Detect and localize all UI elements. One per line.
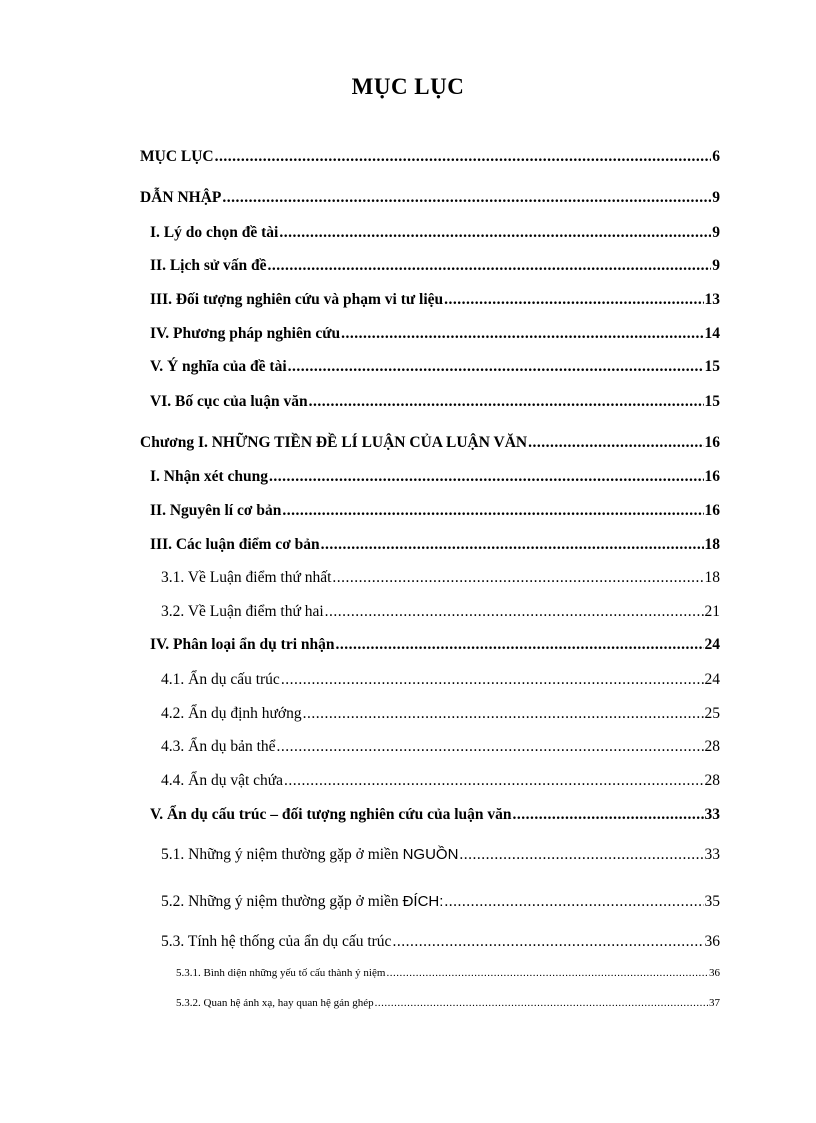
toc-entry-label bbox=[161, 846, 458, 864]
toc-entry-label-text: 5.2. Những ý niệm thường gặp ở miền bbox=[161, 893, 403, 910]
toc-entry-label: 4.2. Ẩn dụ định hướng bbox=[161, 705, 302, 722]
toc-entry-label: III. Các luận điểm cơ bản bbox=[150, 536, 320, 553]
toc-entry-label: 3.1. Về Luận điểm thứ nhất bbox=[161, 569, 332, 586]
toc-entry-label: VI. Bố cục của luận văn bbox=[150, 393, 308, 410]
toc-entry[interactable] bbox=[161, 846, 720, 864]
toc-entry-page: 28 bbox=[704, 772, 720, 789]
toc-entry[interactable] bbox=[150, 536, 720, 554]
toc-entry-page: 16 bbox=[704, 468, 720, 485]
toc-entry-label-keyword: ĐÍCH: bbox=[402, 893, 444, 910]
toc-entry-label: V. Ý nghĩa của đề tài bbox=[150, 358, 287, 375]
toc-leader-dots bbox=[386, 967, 708, 979]
toc-entry-page: 25 bbox=[704, 705, 720, 722]
toc-entry[interactable] bbox=[161, 569, 720, 587]
toc-entry-page: 36 bbox=[704, 933, 720, 950]
toc-entry-page: 9 bbox=[712, 189, 720, 206]
toc-entry[interactable] bbox=[140, 189, 720, 207]
toc-leader-dots bbox=[459, 846, 703, 864]
toc-entry[interactable] bbox=[176, 997, 720, 1009]
toc-entry-page: 33 bbox=[704, 806, 720, 823]
toc-leader-dots bbox=[444, 893, 703, 911]
toc-entry[interactable] bbox=[161, 772, 720, 790]
toc-leader-dots bbox=[215, 148, 712, 166]
toc-leader-dots bbox=[222, 189, 711, 207]
toc-leader-dots bbox=[268, 257, 712, 275]
toc-entry-label: 4.1. Ẩn dụ cấu trúc bbox=[161, 671, 280, 688]
toc-entry[interactable] bbox=[150, 468, 720, 486]
toc-leader-dots bbox=[332, 569, 703, 587]
toc-leader-dots bbox=[325, 603, 704, 621]
toc-entry-label: I. Nhận xét chung bbox=[150, 468, 268, 485]
toc-entry-label: 4.3. Ẩn dụ bản thể bbox=[161, 738, 276, 755]
toc-entry[interactable] bbox=[161, 603, 720, 621]
toc-leader-dots bbox=[279, 224, 711, 242]
toc-entry-label: MỤC LỤC bbox=[140, 148, 214, 165]
toc-entry-label-text: 5.1. Những ý niệm thường gặp ở miền bbox=[161, 846, 403, 863]
toc-entry-label bbox=[161, 893, 443, 911]
toc-entry[interactable] bbox=[150, 224, 720, 242]
toc-entry[interactable] bbox=[150, 636, 720, 654]
toc-entry[interactable] bbox=[150, 325, 720, 343]
toc-entry-label: III. Đối tượng nghiên cứu và phạm vi tư liệu bbox=[150, 291, 444, 308]
toc-leader-dots bbox=[309, 393, 704, 411]
toc-entry[interactable] bbox=[161, 671, 720, 689]
toc-entry[interactable] bbox=[150, 257, 720, 275]
toc-entry[interactable] bbox=[161, 738, 720, 756]
toc-entry-label: DẪN NHẬP bbox=[140, 189, 222, 206]
toc-entry-label: I. Lý do chọn đề tài bbox=[150, 224, 279, 241]
toc-entry-label: 3.2. Về Luận điểm thứ hai bbox=[161, 603, 324, 620]
toc-entry-page: 18 bbox=[704, 536, 720, 553]
toc-leader-dots bbox=[336, 636, 704, 654]
toc-entry-page: 15 bbox=[704, 393, 720, 410]
toc-leader-dots bbox=[392, 933, 703, 951]
toc-leader-dots bbox=[284, 772, 703, 790]
toc-entry-label: II. Nguyên lí cơ bản bbox=[150, 502, 282, 519]
toc-entry-page: 6 bbox=[712, 148, 720, 165]
toc-entry-page: 24 bbox=[704, 671, 720, 688]
toc-entry-page: 16 bbox=[704, 434, 720, 451]
toc-entry-page: 21 bbox=[704, 603, 720, 620]
toc-entry-label: IV. Phương pháp nghiên cứu bbox=[150, 325, 341, 342]
toc-entry-label: Chương I. NHỮNG TIỀN ĐỀ LÍ LUẬN CỦA LUẬN VĂN bbox=[140, 434, 528, 451]
toc-entry[interactable] bbox=[150, 502, 720, 520]
toc-entry[interactable] bbox=[161, 705, 720, 723]
toc-entry-page: 18 bbox=[704, 569, 720, 586]
toc-entry-page: 13 bbox=[704, 291, 720, 308]
toc-entry-page: 16 bbox=[704, 502, 720, 519]
toc-entry[interactable] bbox=[176, 967, 720, 979]
toc-leader-dots bbox=[288, 358, 704, 376]
toc-entry-page: 9 bbox=[712, 257, 720, 274]
toc-entry[interactable] bbox=[161, 933, 720, 951]
toc-entry-label: IV. Phân loại ẩn dụ tri nhận bbox=[150, 636, 335, 653]
toc-entry[interactable] bbox=[150, 291, 720, 309]
toc-entry-label: 4.4. Ẩn dụ vật chứa bbox=[161, 772, 284, 789]
toc-entry-page: 33 bbox=[704, 846, 720, 863]
toc-entry-page: 15 bbox=[704, 358, 720, 375]
toc-entry-label: 5.3.2. Quan hệ ánh xạ, hay quan hệ gán ghép bbox=[176, 997, 374, 1009]
toc-entry-label: 5.3.1. Bình diện những yếu tố cấu thành ý niệm bbox=[176, 967, 386, 979]
toc-entry[interactable] bbox=[150, 806, 720, 824]
toc-entry-label: V. Ẩn dụ cấu trúc – đối tượng nghiên cứu của luận văn bbox=[150, 806, 512, 823]
toc-entry[interactable] bbox=[161, 893, 720, 911]
toc-leader-dots bbox=[341, 325, 703, 343]
toc-entry[interactable] bbox=[140, 434, 720, 452]
toc-leader-dots bbox=[281, 671, 704, 689]
toc-leader-dots bbox=[513, 806, 704, 824]
toc-leader-dots bbox=[444, 291, 703, 309]
toc-entry-page: 37 bbox=[709, 997, 720, 1009]
toc-leader-dots bbox=[269, 468, 704, 486]
toc-entry-page: 28 bbox=[704, 738, 720, 755]
toc-entry-page: 24 bbox=[704, 636, 720, 653]
toc-leader-dots bbox=[375, 997, 708, 1009]
toc-entry-label-keyword: NGUỒN bbox=[402, 846, 459, 863]
toc-entry-label: 5.3. Tính hệ thống của ẩn dụ cấu trúc bbox=[161, 933, 392, 950]
toc-entry-page: 36 bbox=[709, 967, 720, 979]
toc-leader-dots bbox=[321, 536, 704, 554]
toc-entry-page: 9 bbox=[712, 224, 720, 241]
toc-entry[interactable] bbox=[150, 393, 720, 411]
toc-entry[interactable] bbox=[140, 148, 720, 166]
toc-leader-dots bbox=[282, 502, 703, 520]
toc-leader-dots bbox=[528, 434, 703, 452]
toc-entry-label: II. Lịch sử vấn đề bbox=[150, 257, 267, 274]
toc-entry-page: 35 bbox=[704, 893, 720, 910]
toc-leader-dots bbox=[303, 705, 704, 723]
toc-entry[interactable] bbox=[150, 358, 720, 376]
page-title: MỤC LỤC bbox=[351, 74, 465, 99]
toc-entry-page: 14 bbox=[704, 325, 720, 342]
toc-leader-dots bbox=[277, 738, 704, 756]
